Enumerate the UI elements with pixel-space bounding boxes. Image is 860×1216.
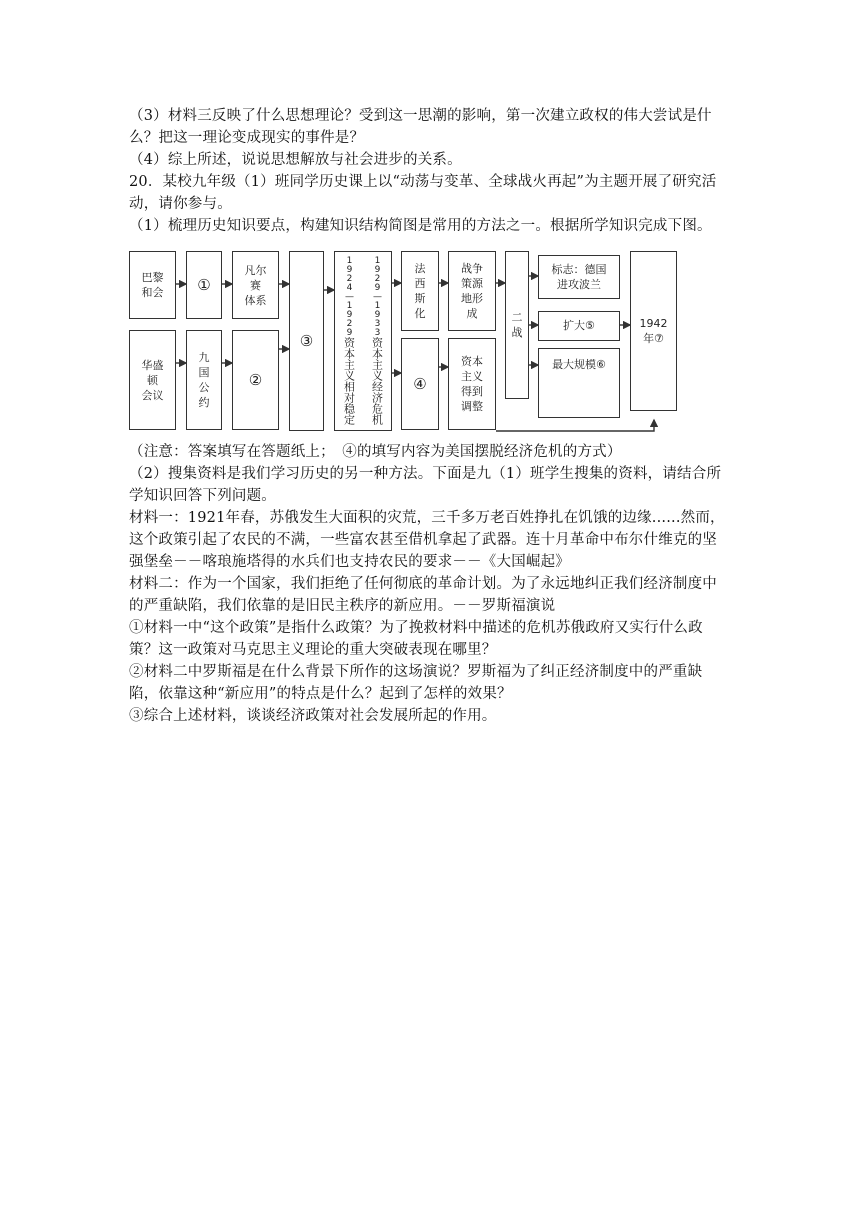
blank-circle-1-box xyxy=(186,251,222,319)
nine-power-treaty-box xyxy=(186,330,222,430)
question-20-line1: 20．某校九年级（1）班同学历史课上以“动荡与变革、全球战火再起”为主题开展了研究活 xyxy=(129,174,717,190)
washington-3: 会议 xyxy=(141,388,164,402)
nine-power-3: 公 xyxy=(198,381,210,394)
material-1-line1: 材料一：1921年春，苏俄发生大面积的灾荒，三千多万老百姓挣扎在饥饿的边缘......然而， xyxy=(129,510,725,526)
fascism-1: 法 xyxy=(414,262,426,275)
period-1929-1933: 1929—1933 xyxy=(372,256,383,337)
war-source-1: 战争 xyxy=(461,262,483,275)
material-2-line2: 的严重缺陷，我们依靠的是旧民主秩序的新应用。－－罗斯福演说 xyxy=(129,598,556,614)
paris-label-2: 和会 xyxy=(141,286,164,299)
versailles-label-3: 体系 xyxy=(244,293,267,307)
paris-peace-conference-box xyxy=(129,251,176,319)
war-start-mark-box xyxy=(538,255,620,299)
war-source-box xyxy=(448,251,496,331)
economic-crisis-label: 资本主义经济危机 xyxy=(370,337,384,425)
fascism-box xyxy=(401,251,439,331)
circle-7-label: 年⑦ xyxy=(643,332,664,345)
question-20-1: （1）梳理历史知识要点，构建知识结构简图是常用的方法之一。根据所学知识完成下图。 xyxy=(129,218,712,234)
material-2-line1: 材料二：作为一个国家，我们拒绝了任何彻底的革命计划。为了永远地纠正我们经济制度中 xyxy=(129,576,717,592)
sub-question-1-line1: ①材料一中“这个政策”是指什么政策？为了挽救材料中描述的危机苏俄政府又实行什么政 xyxy=(129,620,703,636)
nine-power-1: 九 xyxy=(198,351,210,364)
war-source-3: 地形 xyxy=(461,292,483,305)
nine-power-2: 国 xyxy=(198,366,210,379)
period-1924-1929: 1924—1929 xyxy=(344,256,355,337)
versailles-system-box xyxy=(232,251,279,319)
war-source-2: 策源 xyxy=(461,277,483,290)
interwar-period-box xyxy=(334,251,392,431)
paris-label-1: 巴黎 xyxy=(141,271,164,284)
ww2-1: 二 xyxy=(511,311,523,324)
versailles-label-2: 赛 xyxy=(250,278,261,292)
answer-note: （注意：答案填写在答题纸上； ④的填写内容为美国摆脱经济危机的方式） xyxy=(129,444,622,460)
circle-4-label: ④ xyxy=(413,375,427,393)
war-expand-box xyxy=(538,311,620,341)
year-1942-label: 1942 xyxy=(639,317,668,330)
question-3-line2: 么？把这一理论变成现实的事件是？ xyxy=(129,130,365,146)
sub-question-2-line1: ②材料二中罗斯福是在什么背景下所作的这场演说？罗斯福为了纠正经济制度中的严重缺 xyxy=(129,664,703,680)
question-4: （4）综上所述，说说思想解放与社会进步的关系。 xyxy=(129,152,462,168)
adjust-3: 得到 xyxy=(461,385,483,398)
question-20-2-line2: 学知识回答下列问题。 xyxy=(129,488,276,504)
material-1-line3: 强堡垒－－喀琅施塔得的水兵们也支持农民的要求－－《大国崛起》 xyxy=(129,554,570,570)
material-1-line2: 这个政策引起了农民的不满，一些富农甚至借机拿起了武器。连十月革命中布尔什维克的坚 xyxy=(129,532,717,548)
capitalism-adjusted-box xyxy=(448,338,496,430)
relative-stability-label: 资本主义相对稳定 xyxy=(342,337,356,425)
mark-label-2: 进攻波兰 xyxy=(557,278,601,291)
adjust-1: 资本 xyxy=(461,355,483,368)
circle-1-label: ① xyxy=(197,276,211,294)
washington-2: 顿 xyxy=(147,373,158,387)
nine-power-4: 约 xyxy=(198,396,210,409)
war-max-scale-box xyxy=(538,348,620,418)
blank-circle-3-box xyxy=(289,251,324,431)
washington-1: 华盛 xyxy=(141,358,164,372)
question-20-line2: 动，请你参与。 xyxy=(129,196,232,212)
question-20-2-line1: （2）搜集资料是我们学习历史的另一种方法。下面是九（1）班学生搜集的资料，请结合所 xyxy=(129,466,722,482)
sub-question-1-line2: 策？这一政策对马克思主义理论的重大突破表现在哪里？ xyxy=(129,642,497,658)
question-3-line1: （3）材料三反映了什么思想理论？受到这一思潮的影响，第一次建立政权的伟大尝试是什 xyxy=(129,108,712,124)
adjust-2: 主义 xyxy=(461,370,483,383)
sub-question-2-line2: 陷，依靠这种“新应用”的特点是什么？起到了怎样的效果？ xyxy=(129,686,512,702)
ww2-box xyxy=(505,251,529,399)
fascism-4: 化 xyxy=(414,307,426,320)
circle-3-label: ③ xyxy=(299,332,314,350)
blank-circle-4-box xyxy=(401,338,439,430)
ww2-2: 战 xyxy=(511,326,523,339)
sub-question-3: ③综合上述材料，谈谈经济政策对社会发展所起的作用。 xyxy=(129,708,497,724)
year-1942-box xyxy=(630,251,677,411)
max-scale-label: 最大规模⑥ xyxy=(552,358,606,371)
blank-circle-2-box xyxy=(232,330,279,430)
washington-conference-box xyxy=(129,330,176,430)
war-source-4: 成 xyxy=(466,307,478,320)
circle-2-label: ② xyxy=(248,371,263,389)
fascism-3: 斯 xyxy=(414,292,426,305)
expand-label: 扩大⑤ xyxy=(563,319,595,332)
adjust-4: 调整 xyxy=(461,400,483,413)
fascism-2: 西 xyxy=(414,277,426,290)
versailles-label-1: 凡尔 xyxy=(244,263,267,277)
mark-label-1: 标志：德国 xyxy=(551,263,607,276)
